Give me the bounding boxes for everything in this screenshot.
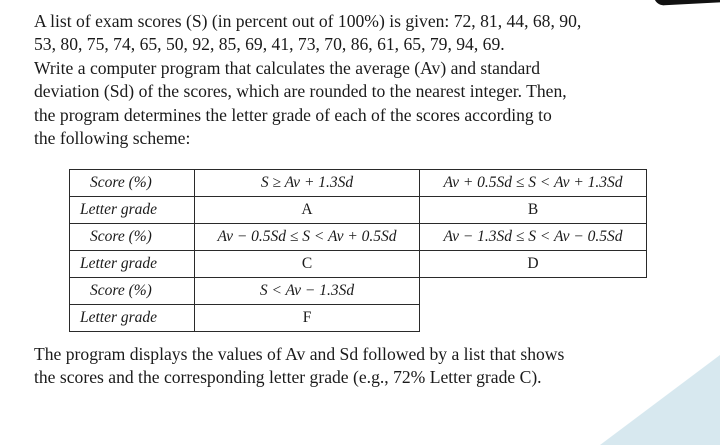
intro-line: 53, 80, 75, 74, 65, 50, 92, 85, 69, 41, 73, 70, 86, 61, 65, 79, 94, 69. xyxy=(34,34,505,55)
outro-line: the scores and the corresponding letter grade (e.g., 72% Letter grade C). xyxy=(34,367,542,388)
intro-line: Write a computer program that calculates the average (Av) and standard xyxy=(34,57,541,78)
intro-line: deviation (Sd) of the scores, which are rounded to the nearest integer. Then, xyxy=(34,81,567,102)
table-row xyxy=(70,170,647,197)
table-row xyxy=(70,251,647,278)
outro-line: The program displays the values of Av and Sd followed by a list that shows xyxy=(34,344,565,364)
letter-grade-a: A xyxy=(195,197,420,224)
row-label: Score (%) xyxy=(70,224,195,251)
score-range-b: Av + 0.5Sd ≤ S < Av + 1.3Sd xyxy=(420,170,647,197)
intro-line: the program determines the letter grade of each of the scores according to xyxy=(34,104,552,125)
table-row xyxy=(70,305,647,332)
score-range-d: Av − 1.3Sd ≤ S < Av − 0.5Sd xyxy=(420,224,647,251)
intro-line: the following scheme: xyxy=(34,128,191,149)
empty-cell xyxy=(420,305,647,332)
letter-grade-f: F xyxy=(195,305,420,332)
letter-grade-c: C xyxy=(195,251,420,278)
score-range-a: S ≥ Av + 1.3Sd xyxy=(195,170,420,197)
row-label: Score (%) xyxy=(70,278,195,305)
row-label: Letter grade xyxy=(70,305,195,332)
table-row xyxy=(70,197,647,224)
problem-output-description xyxy=(34,343,694,390)
grading-scheme-table xyxy=(69,169,647,332)
row-label: Letter grade xyxy=(70,197,195,224)
row-label: Score (%) xyxy=(70,170,195,197)
problem-intro xyxy=(34,10,694,150)
table-row xyxy=(70,278,647,305)
intro-line: A list of exam scores (S) (in percent out of 100%) is given: 72, 81, 44, 68, 90, xyxy=(34,11,582,31)
empty-cell xyxy=(420,278,647,305)
score-range-c: Av − 0.5Sd ≤ S < Av + 0.5Sd xyxy=(195,224,420,251)
corner-decoration-top xyxy=(654,0,720,6)
letter-grade-d: D xyxy=(420,251,647,278)
score-range-f: S < Av − 1.3Sd xyxy=(195,278,420,305)
row-label: Letter grade xyxy=(70,251,195,278)
table-row xyxy=(70,224,647,251)
letter-grade-b: B xyxy=(420,197,647,224)
